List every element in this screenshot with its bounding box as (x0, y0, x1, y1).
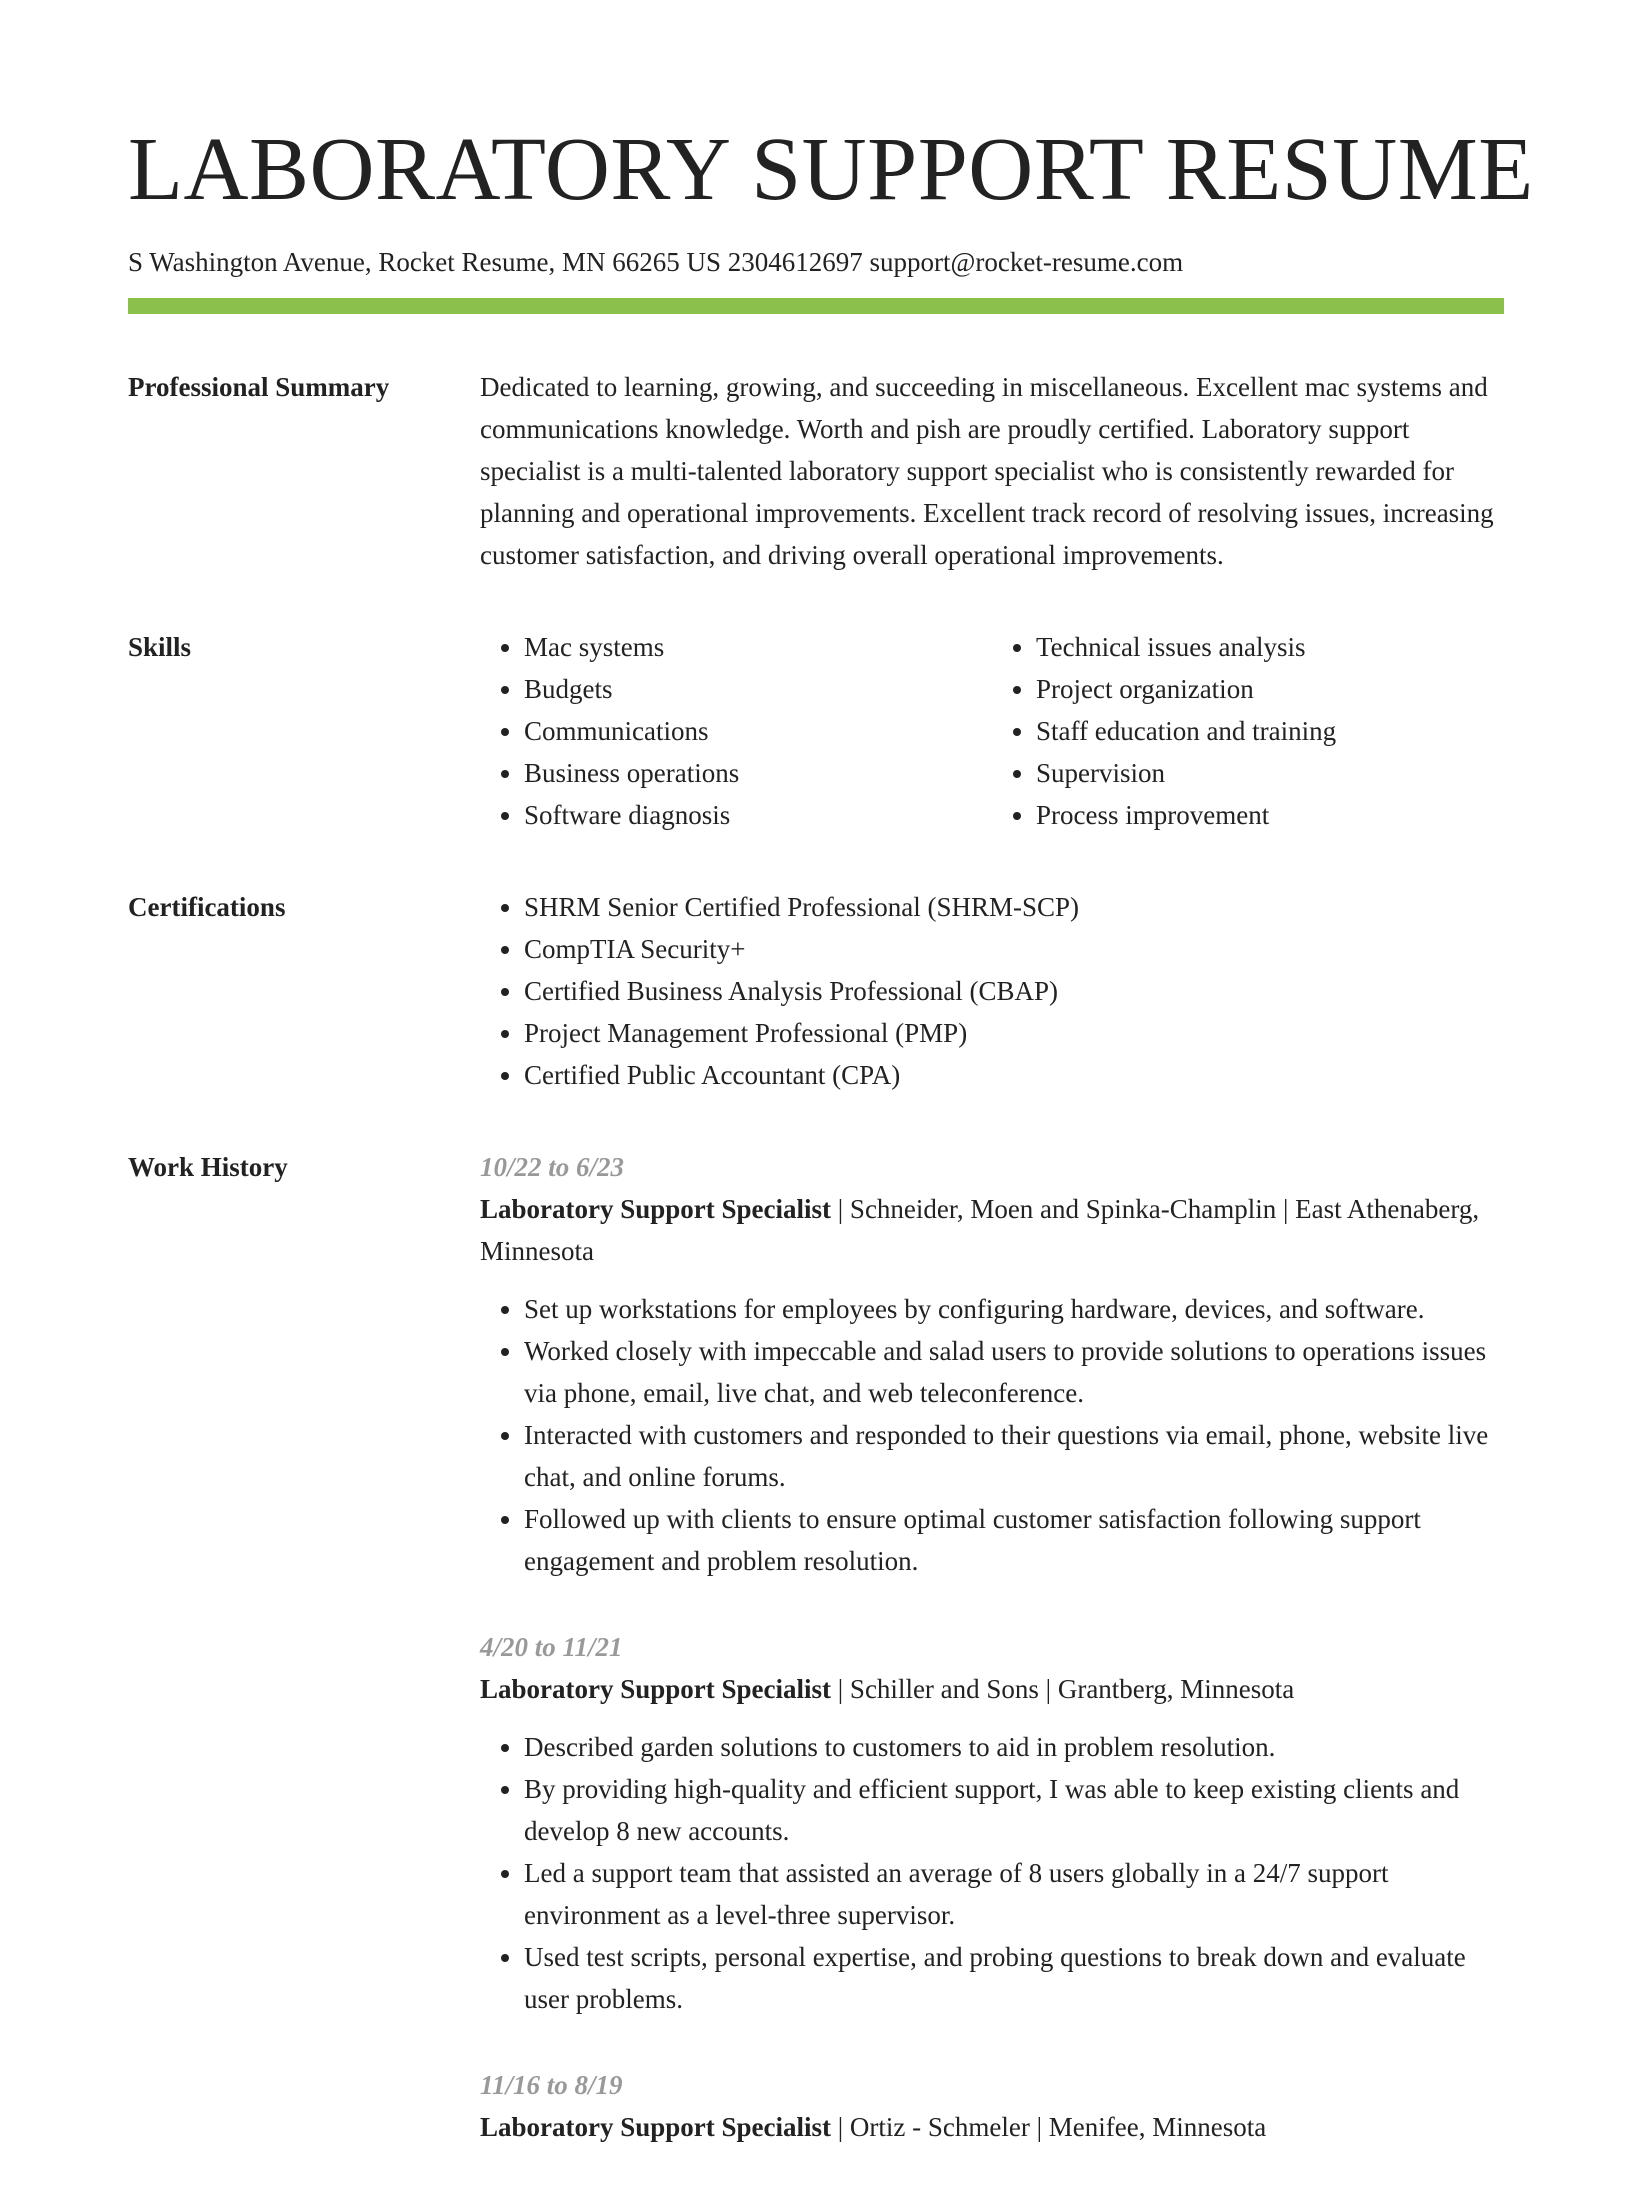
job-heading (480, 1188, 1504, 1272)
job-entry (480, 1146, 1504, 1582)
job-role: Laboratory Support Specialist (480, 1674, 832, 1704)
certification-item: • CompTIA Security+ (524, 928, 1504, 970)
skill-item: • Supervision (1036, 752, 1504, 794)
certifications-list (480, 886, 1504, 1096)
skill-item: • Business operations (524, 752, 992, 794)
certification-item: • Project Management Professional (PMP) (524, 1012, 1504, 1054)
section-label: Certifications (128, 892, 286, 922)
certifications-section (128, 886, 1504, 1096)
section-label: Skills (128, 632, 192, 662)
job-bullet: • Followed up with clients to ensure optimal customer satisfaction following support engagement and problem resolution. (524, 1498, 1504, 1582)
skill-item: • Communications (524, 710, 992, 752)
skills-list-col2 (992, 626, 1504, 836)
summary-section (128, 366, 1504, 576)
section-label: Work History (128, 1152, 288, 1182)
certification-item: • Certified Public Accountant (CPA) (524, 1054, 1504, 1096)
skill-item: • Technical issues analysis (1036, 626, 1504, 668)
work-history-section (128, 1146, 1504, 2192)
job-bullet: • Set up workstations for employees by configuring hardware, devices, and software. (524, 1288, 1504, 1330)
skill-item: • Software diagnosis (524, 794, 992, 836)
job-heading (480, 1668, 1504, 1710)
job-role: Laboratory Support Specialist (480, 2112, 832, 2142)
job-bullets (480, 1288, 1504, 1582)
job-entry (480, 2064, 1504, 2148)
skills-list-col1 (480, 626, 992, 836)
job-bullet: • Worked closely with impeccable and salad users to provide solutions to operations issues via phone, email, live chat, and web teleconference. (524, 1330, 1504, 1414)
job-details: | Schneider, Moen and Spinka-Champlin | East Athenaberg, Minnesota (480, 1194, 1480, 1266)
job-heading (480, 2106, 1504, 2148)
job-dates: 4/20 to 11/21 (480, 1632, 623, 1662)
header-divider (128, 298, 1504, 314)
resume-title: LABORATORY SUPPORT RESUME (128, 120, 1534, 219)
skill-item: • Process improvement (1036, 794, 1504, 836)
contact-line: S Washington Avenue, Rocket Resume, MN 66265 US 2304612697 support@rocket-resume.com (128, 247, 1184, 277)
job-bullet: • By providing high-quality and efficient support, I was able to keep existing clients and develop 8 new accounts. (524, 1768, 1504, 1852)
job-bullet: • Used test scripts, personal expertise, and probing questions to break down and evaluate user problems. (524, 1936, 1504, 2020)
section-label: Professional Summary (128, 372, 390, 402)
certification-item: • SHRM Senior Certified Professional (SHRM-SCP) (524, 886, 1504, 928)
summary-text: Dedicated to learning, growing, and succeeding in miscellaneous. Excellent mac systems and communications knowledge. Worth and pish are proudly certified. Laboratory support specialist is a multi-talented laboratory support specialist who is consistently rewarded for planning and operational improvements. Excellent track record of resolving issues, increasing customer satisfaction, and driving overall operational improvements. (480, 372, 1494, 570)
job-role: Laboratory Support Specialist (480, 1194, 832, 1224)
job-details: | Schiller and Sons | Grantberg, Minnesota (831, 1674, 1295, 1704)
job-bullet: • Interacted with customers and responded to their questions via email, phone, website live chat, and online forums. (524, 1414, 1504, 1498)
skill-item: • Mac systems (524, 626, 992, 668)
job-details: | Ortiz - Schmeler | Menifee, Minnesota (831, 2112, 1267, 2142)
certification-item: • Certified Business Analysis Professional (CBAP) (524, 970, 1504, 1012)
job-dates: 10/22 to 6/23 (480, 1152, 625, 1182)
skill-item: • Staff education and training (1036, 710, 1504, 752)
job-entry (480, 1626, 1504, 2020)
job-bullet: • Described garden solutions to customers to aid in problem resolution. (524, 1726, 1504, 1768)
job-bullets (480, 1726, 1504, 2020)
job-dates: 11/16 to 8/19 (480, 2070, 623, 2100)
job-bullet: • Led a support team that assisted an average of 8 users globally in a 24/7 support environment as a level-three supervisor. (524, 1852, 1504, 1936)
skill-item: • Budgets (524, 668, 992, 710)
skills-section (128, 626, 1504, 836)
skill-item: • Project organization (1036, 668, 1504, 710)
